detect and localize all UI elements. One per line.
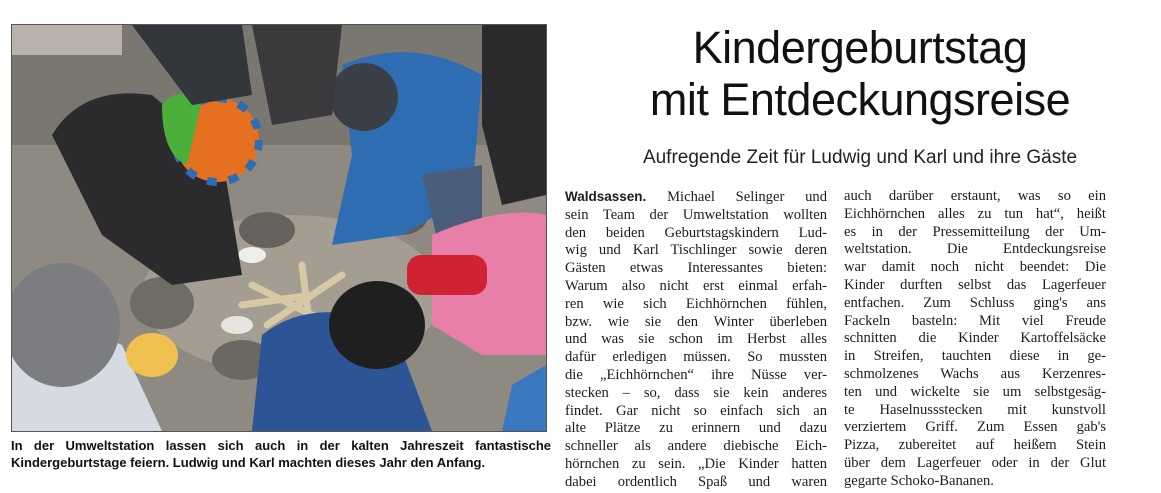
text-line: und was sie schon im Herbst alles bbox=[565, 331, 827, 348]
text-line: ren wie sich Eichhörnchen fühlen, bbox=[565, 295, 827, 312]
text-line: es in der Pressemitteilung der Um- bbox=[844, 223, 1106, 240]
text-line: den beiden Geburtstagskindern Lud- bbox=[565, 224, 827, 241]
caption-line: In der Umweltstation lassen sich auch in der kalten Jahreszeit fantastische bbox=[11, 438, 551, 453]
text-line: Kinder durften selbst das Lagerfeuer bbox=[844, 276, 1106, 293]
text-line: entfachen. Zum Schluss ging's ans bbox=[844, 294, 1106, 311]
text-line bbox=[565, 188, 827, 207]
text-line: Gästen etwas Interessantes bieten: bbox=[565, 260, 827, 277]
article-headline bbox=[560, 22, 1160, 126]
text-line: findet. Gar nicht so einfach sich an bbox=[565, 402, 827, 419]
text-line: Fackeln basteln: Mit viel Freude bbox=[844, 312, 1106, 329]
headline-line: Kindergeburtstag bbox=[692, 22, 1028, 73]
text-line: verziertem Griff. Zum Essen gab's bbox=[844, 419, 1106, 436]
text-fragment: Michael Selinger und bbox=[646, 189, 827, 205]
text-line: die „Eichhörnchen“ ihre Nüsse ver- bbox=[565, 366, 827, 383]
article-column-2 bbox=[844, 188, 1106, 491]
caption-line: Kindergeburtstage feiern. Ludwig und Karl machten dieses Jahr den Anfang. bbox=[11, 455, 486, 470]
text-line: gegarte Schoko-Bananen. bbox=[844, 472, 994, 489]
dateline: Waldsassen. bbox=[565, 189, 647, 204]
text-line: wig und Karl Tischlinger sowie deren bbox=[565, 242, 827, 259]
photo-caption bbox=[11, 437, 551, 471]
text-line: über dem Lagerfeuer oder in der Glut bbox=[844, 454, 1106, 471]
article-subheadline: Aufregende Zeit für Ludwig und Karl und ihre Gäste bbox=[642, 147, 1078, 168]
text-line: in Streifen, tauchten diese in ge- bbox=[844, 348, 1106, 365]
text-line: Warum also nicht erst einmal erfah- bbox=[565, 277, 827, 294]
text-line: schnitten die Kinder Kartoffelsäcke bbox=[844, 330, 1106, 347]
text-line: te Haselnussstecken mit kunstvoll bbox=[844, 401, 1106, 418]
text-line: Pizza, zubereitet auf heißem Stein bbox=[844, 437, 1106, 454]
text-line: auch darüber erstaunt, was so ein bbox=[844, 188, 1106, 204]
text-line: stecken – so, dass sie kein anderes bbox=[565, 384, 827, 401]
text-line: war damit noch nicht beendet: Die bbox=[844, 259, 1106, 276]
text-line: alte Plätze zu erinnern und dazu bbox=[565, 420, 827, 437]
headline-line: mit Entdeckungsreise bbox=[649, 74, 1071, 125]
children-campfire-image bbox=[12, 25, 546, 431]
text-line: sein Team der Umweltstation wollten bbox=[565, 206, 827, 223]
text-line: weltstation. Die Entdeckungsreise bbox=[844, 241, 1106, 258]
text-line: schmolzenes Wachs aus Kerzenres- bbox=[844, 365, 1106, 382]
text-line: Eichhörnchen alles zu tun hat“, heißt bbox=[844, 205, 1106, 222]
text-line: hörnchen zu sein. „Die Kinder hatten bbox=[565, 455, 827, 472]
article-column-1 bbox=[565, 188, 827, 492]
text-line: ten und wickelte sie um selbstgesäg- bbox=[844, 383, 1106, 400]
text-line: dabei ordentlich Spaß und waren bbox=[565, 473, 827, 490]
text-line: dafür erledigen müssen. So mussten bbox=[565, 349, 827, 366]
article-photo bbox=[11, 24, 547, 432]
text-line: schneller als andere diebische Eich- bbox=[565, 438, 827, 455]
text-line: bzw. wie sie den Winter überleben bbox=[565, 313, 827, 330]
